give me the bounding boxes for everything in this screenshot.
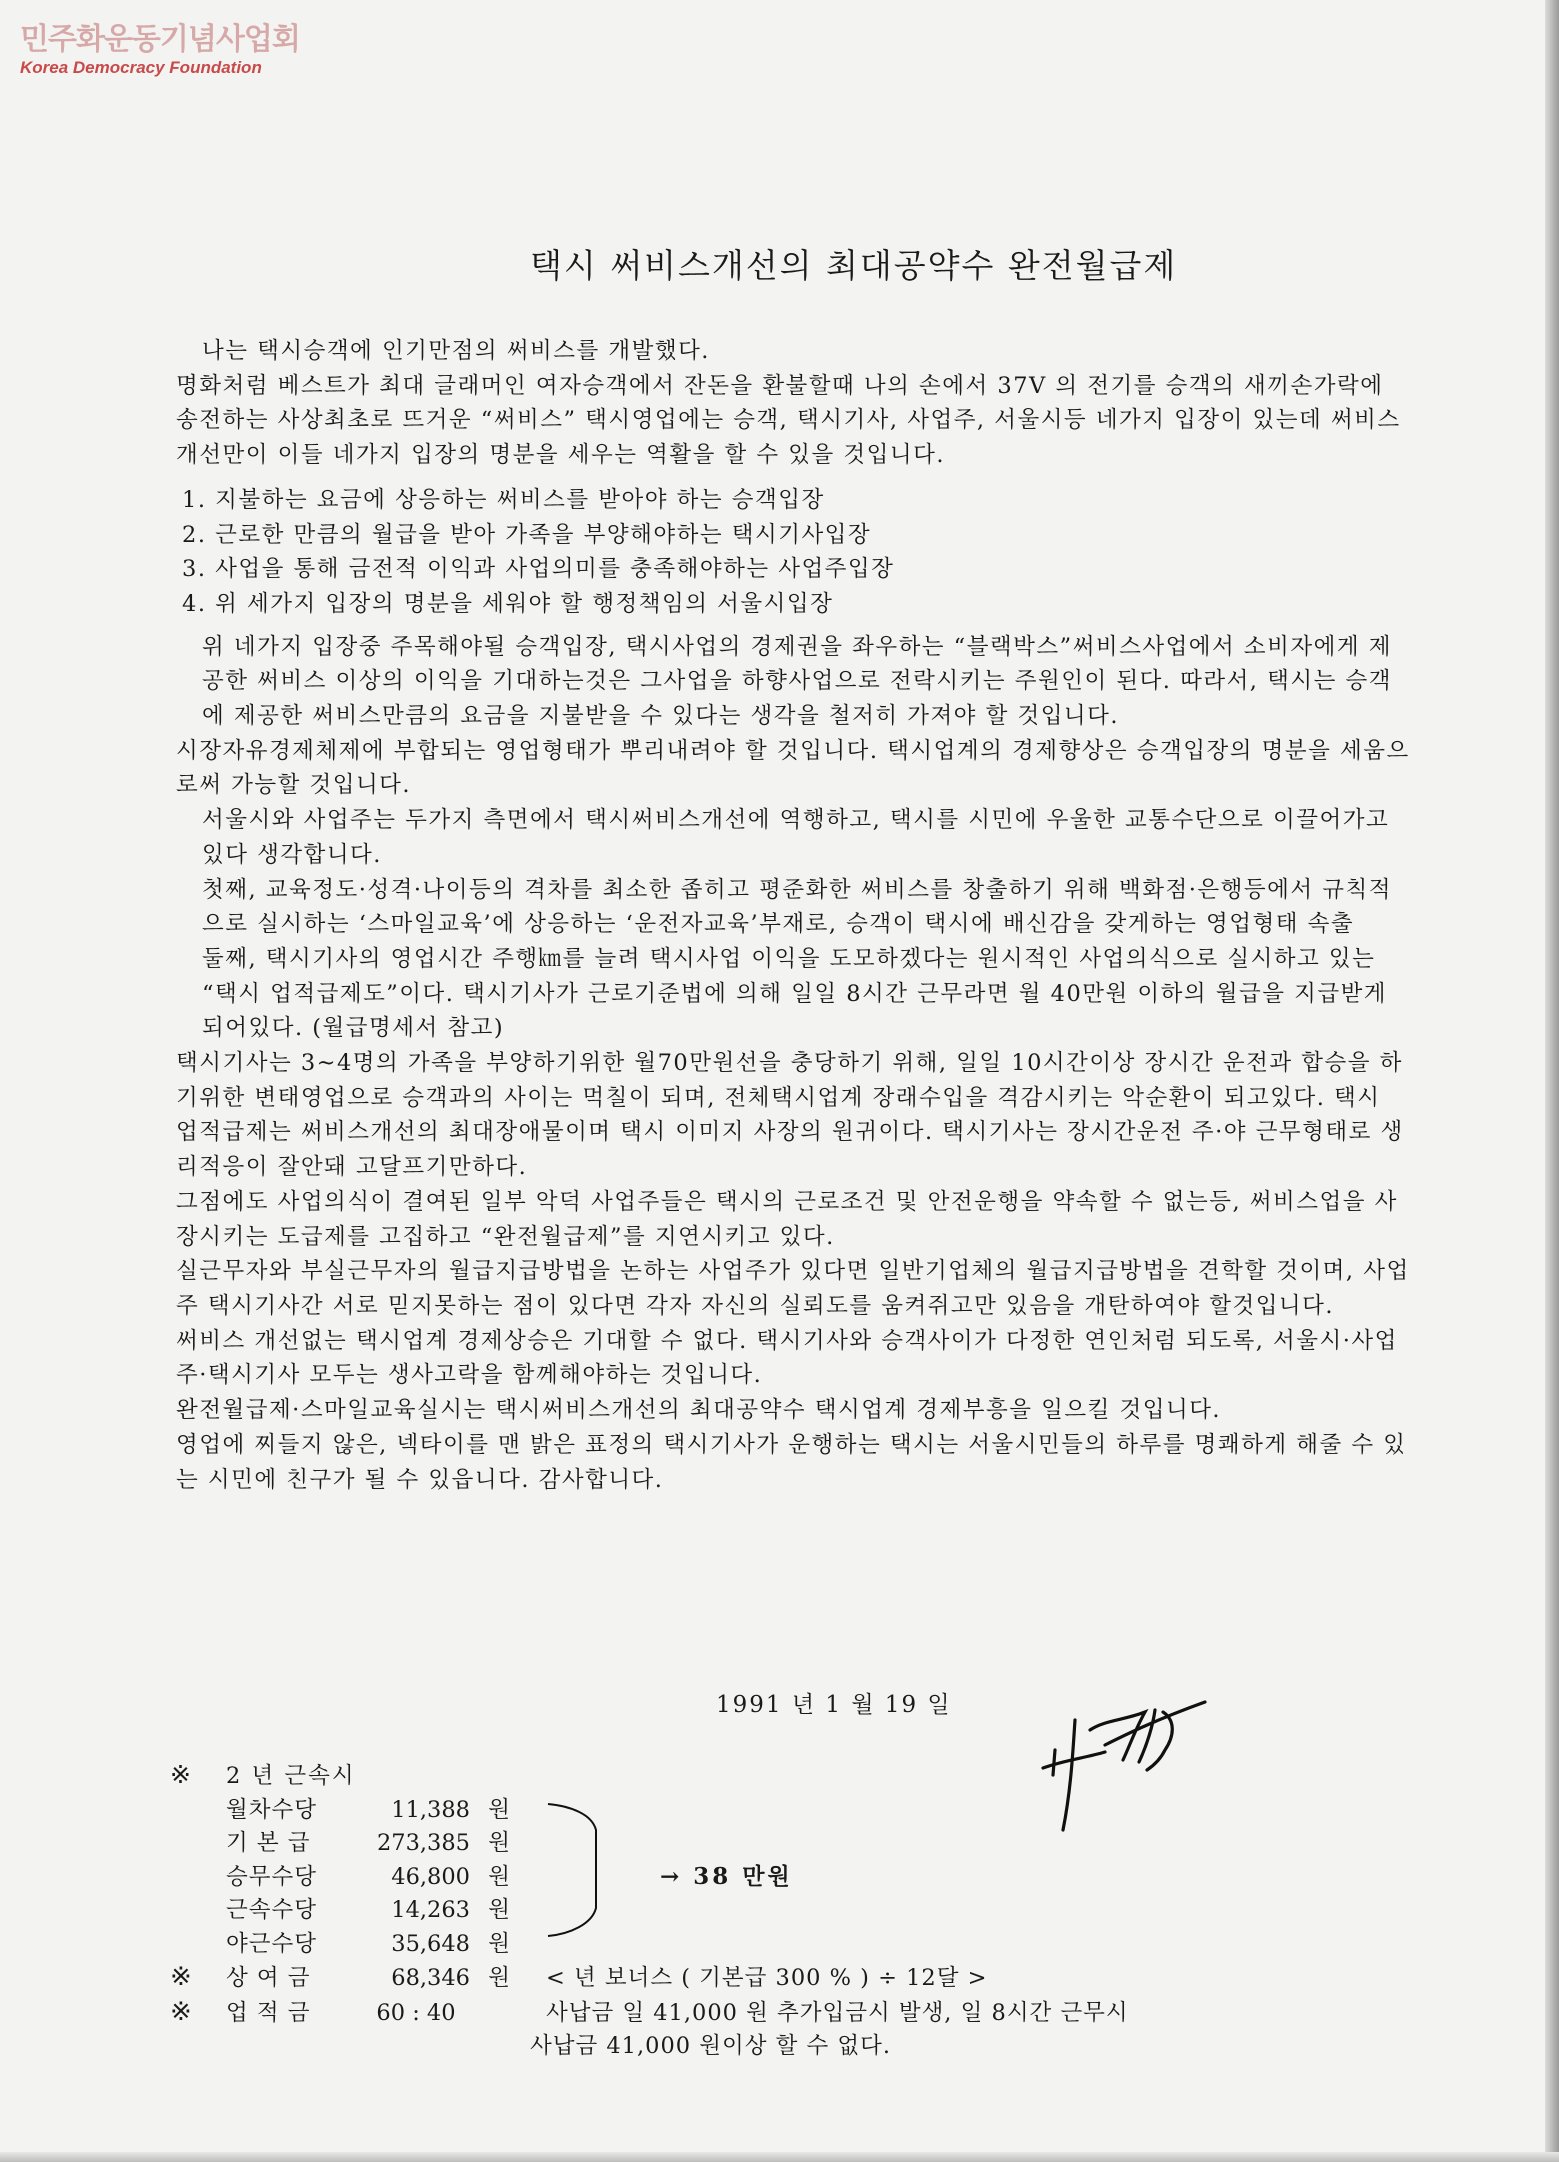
merit-note: 사납금 일 41,000 원 추가입금시 발생, 일 8시간 근무시: [546, 1999, 1129, 2026]
merit-note-row: [170, 2030, 1129, 2064]
pay-item-value: 35,648: [391, 1930, 470, 1957]
paragraph: 위 네가지 입장중 주목해야될 승객입장, 택시사업의 경제권을 좌우하는 “블랙박스”써비스사업에서 소비자에게 제공한 써비스 이상의 이익을 기대하는것은 그사업을 하향사업으로 전락시키는 주원인이 된다. 따라서, 택시는 승객에 제공한 써비스만큼의 요금을 지불받을 수 있다는 생각을 철저히 가져야 할 것입니다.: [202, 633, 1392, 730]
pay-item-unit: 원: [488, 1830, 510, 1856]
reference-mark: ※: [170, 1996, 192, 2027]
pay-item-row: [170, 1894, 1129, 1928]
list-item: 4. 위 세가지 입장의 명분을 세워야 할 행정책임의 서울시입장: [182, 590, 834, 617]
paragraph: 그점에도 사업의식이 결여된 일부 악덕 사업주들은 택시의 근로조건 및 안전운행을 약속할 수 없는등, 써비스업을 사장시키는 도급제를 고집하고 “완전월급제”를 지연시키고 있다.: [176, 1188, 1398, 1250]
document-title: 택시 써비스개선의 최대공약수 완전월급제: [530, 246, 1178, 285]
paragraph: 완전월급제·스마일교육실시는 택시써비스개선의 최대공약수 택시업계 경제부흥을 일으킬 것입니다.: [176, 1397, 1222, 1424]
bonus-value: 68,346: [391, 1965, 470, 1991]
pay-item-label: 승무수당: [226, 1863, 317, 1890]
pay-item-value: 273,385: [376, 1830, 470, 1856]
pay-item-row: [170, 1861, 1129, 1895]
pay-item-row: [170, 1827, 1129, 1861]
pay-details: [170, 1758, 1129, 2064]
paragraph: 시장자유경제체제에 부합되는 영업형태가 뿌리내려야 할 것입니다. 택시업계의 경제향상은 승객입장의 명분을 세움으로써 가능할 것입니다.: [176, 737, 1410, 799]
bonus-unit: 원: [488, 1965, 510, 1991]
pay-header-row: [170, 1758, 1129, 1794]
reference-mark: ※: [170, 1760, 191, 1789]
watermark: [20, 22, 300, 78]
list-item: 3. 사업을 통해 금전적 이익과 사업의미를 충족해야하는 사업주입장: [182, 556, 895, 583]
pay-header: 2 년 근속시: [226, 1763, 356, 1789]
pay-item-label: 야근수당: [226, 1930, 317, 1957]
pay-item-row: [170, 1794, 1129, 1828]
pay-item-value: 11,388: [391, 1796, 470, 1823]
watermark-korean: 민주화운동기념사업회: [20, 22, 300, 57]
paragraph: 실근무자와 부실근무자의 월급지급방법을 논하는 사업주가 있다면 일반기업체의 월급지급방법을 견학할 것이며, 사업주 택시기사간 서로 믿지못하는 점이 있다면 각자 자신의 실뢰도를 움켜쥐고만 있음을 개탄하여야 할것입니다.: [176, 1258, 1410, 1319]
paragraph: 둘째, 택시기사의 영업시간 주행㎞를 늘려 택시사업 이익을 도모하겠다는 원시적인 사업의식으로 실시하고 있는 “택시 업적급제도”이다. 택시기사가 근로기준법에 의해 일일 8시간 근무라면 월 40만원 이하의 월급을 지급받게 되어있다. (월급명세서 참고): [202, 945, 1388, 1042]
pay-item-label: 근속수당: [226, 1897, 317, 1923]
pay-item-label: 월차수당: [226, 1796, 317, 1823]
list-item: 1. 지불하는 요금에 상응하는 써비스를 받아야 하는 승객입장: [182, 486, 825, 513]
watermark-english: Korea Democracy Foundation: [20, 58, 262, 77]
pay-item-row: [170, 1928, 1129, 1962]
paragraph: 첫째, 교육정도·성격·나이등의 격차를 최소한 좁히고 평준화한 써비스를 창출하기 위해 백화점·은행등에서 규칙적으로 실시하는 ‘스마일교육’에 상응하는 ‘운전자교육’부재로, 승객이 택시에 배신감을 갖게하는 영업형태 속출: [202, 876, 1392, 938]
paragraph: 서울시와 사업주는 두가지 측면에서 택시써비스개선에 역행하고, 택시를 시민에 우울한 교통수단으로 이끌어가고 있다 생각합니다.: [202, 807, 1390, 868]
merit-label: 업 적 금: [226, 1999, 311, 2026]
paragraph: 써비스 개선없는 택시업계 경제상승은 기대할 수 없다. 택시기사와 승객사이가 다정한 연인처럼 되도록, 서울시·사업주·택시기사 모두는 생사고락을 함께해야하는 것입니다.: [176, 1327, 1398, 1389]
pay-item-unit: 원: [488, 1863, 510, 1890]
pay-item-value: 14,263: [391, 1897, 470, 1923]
page-bottom-shadow: [0, 2152, 1559, 2162]
pay-item-unit: 원: [488, 1796, 510, 1823]
total-bracket: [540, 1800, 610, 1944]
pay-item-value: 46,800: [391, 1863, 470, 1890]
bonus-row: [170, 1961, 1129, 1996]
document-body: [176, 334, 1410, 1497]
paragraph: 나는 택시승객에 인기만점의 써비스를 개발했다.: [202, 338, 710, 364]
pay-item-unit: 원: [488, 1897, 510, 1923]
paragraph: 명화처럼 베스트가 최대 글래머인 여자승객에서 잔돈을 환불할때 나의 손에서 37V 의 전기를 승객의 새끼손가락에 송전하는 사상최초로 뜨거운 “써비스” 택시영업에는 승객, 택시기사, 사업주, 서울시등 네가지 입장이 있는데 써비스개선만이 이들 네가지 입장의 명분을 세우는 역활을 할 수 있을 것입니다.: [176, 372, 1401, 469]
paragraph: 영업에 찌들지 않은, 넥타이를 맨 밝은 표정의 택시기사가 운행하는 택시는 서울시민들의 하루를 명쾌하게 해줄 수 있는 시민에 친구가 될 수 있읍니다. 감사합니다.: [176, 1431, 1407, 1493]
merit-value: 60 : 40: [376, 1999, 456, 2026]
document-date: 1991 년 1 월 19 일: [716, 1692, 952, 1718]
pay-item-label: 기 본 급: [226, 1830, 311, 1856]
bonus-note: < 년 보너스 ( 기본급 300 % ) ÷ 12달 >: [546, 1965, 988, 1991]
merit-row: [170, 1996, 1129, 2031]
list-item: 2. 근로한 만큼의 월급을 받아 가족을 부양해야하는 택시기사입장: [182, 521, 872, 548]
total-amount: → 38 만원: [660, 1863, 793, 1890]
reference-mark: ※: [170, 1962, 192, 1992]
page-edge-shadow: [1545, 0, 1559, 2162]
merit-note-continued: 사납금 41,000 원이상 할 수 없다.: [530, 2033, 891, 2059]
bonus-label: 상 여 금: [226, 1965, 311, 1991]
paragraph: 택시기사는 3~4명의 가족을 부양하기위한 월70만원선을 충당하기 위해, 일일 10시간이상 장시간 운전과 합승을 하기위한 변태영업으로 승객과의 사이는 먹칠이 되며, 전체택시업계 장래수입을 격감시키는 악순환이 되고있다. 택시 업적급제는 써비스개선의 최대장애물이며 택시 이미지 사장의 원귀이다. 택시기사는 장시간운전 주·야 근무형태로 생리적응이 잘안돼 고달프기만하다.: [176, 1050, 1404, 1181]
pay-item-unit: 원: [488, 1930, 510, 1957]
